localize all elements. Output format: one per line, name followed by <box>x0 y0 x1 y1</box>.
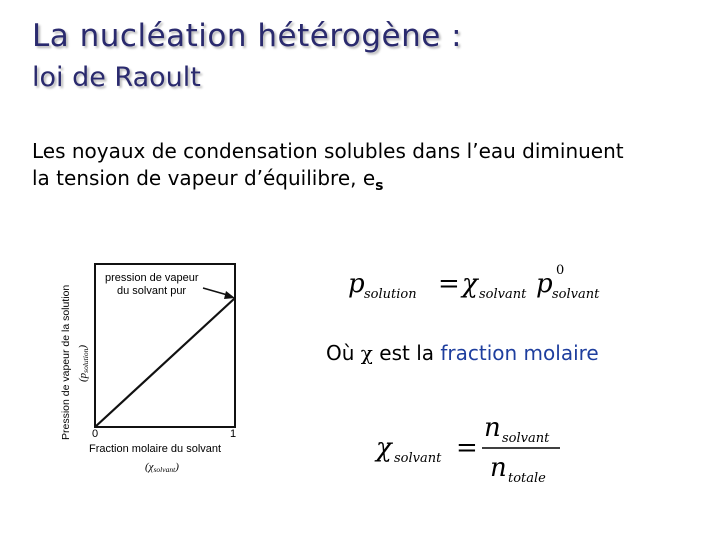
tick-one: 1 <box>230 428 237 440</box>
definition-middle: est la <box>372 341 441 365</box>
raoult-line <box>95 298 235 427</box>
x-axis-label: Fraction molaire du solvant <box>89 443 222 455</box>
annotation-arrowhead <box>224 291 235 299</box>
tick-zero: 0 <box>92 428 99 440</box>
eq1-chi-sub: solvant <box>479 287 527 302</box>
slide-subtitle: loi de Raoult <box>32 62 201 93</box>
intro-line-2 <box>32 165 692 200</box>
raoult-graph <box>55 240 265 480</box>
eq2-chi-sub: solvant <box>394 451 442 466</box>
eq2-denominator: n <box>490 453 507 483</box>
eq2-denominator-sub: totale <box>508 471 546 486</box>
eq2-equals: = <box>456 433 478 463</box>
intro-line-2-text: la tension de vapeur d’équilibre, e <box>32 166 376 190</box>
eq1-lhs: p <box>348 269 365 299</box>
mole-fraction-equation <box>370 410 570 490</box>
eq1-chi: χ <box>462 269 478 299</box>
slide-title: La nucléation hétérogène : <box>32 18 463 54</box>
definition-term: fraction molaire <box>440 341 599 365</box>
definition-prefix: Où <box>326 341 361 365</box>
eq1-p-sup: 0 <box>556 263 565 278</box>
annotation-line-2: du solvant pur <box>117 285 187 297</box>
eq1-lhs-sub: solution <box>364 287 417 302</box>
eq1-p: p <box>536 269 553 299</box>
eq2-numerator-sub: solvant <box>502 431 550 446</box>
eq1-p-sub: solvant <box>552 287 600 302</box>
intro-line-1: Les noyaux de condensation solubles dans l’eau diminuent <box>32 139 624 163</box>
definition-line <box>326 341 599 365</box>
annotation-line-1: pression de vapeur <box>105 272 199 284</box>
x-axis-symbol: (χsolvant) <box>145 461 179 474</box>
definition-chi: χ <box>360 341 373 365</box>
eq2-numerator: n <box>484 413 501 443</box>
intro-paragraph <box>32 138 692 200</box>
y-axis-symbol: (psolution) <box>77 344 90 382</box>
raoult-equation <box>340 262 620 304</box>
eq2-chi: χ <box>376 433 392 463</box>
es-subscript: s <box>375 178 384 194</box>
eq1-equals: = <box>438 269 460 299</box>
y-axis-label: Pression de vapeur de la solution <box>60 284 72 440</box>
